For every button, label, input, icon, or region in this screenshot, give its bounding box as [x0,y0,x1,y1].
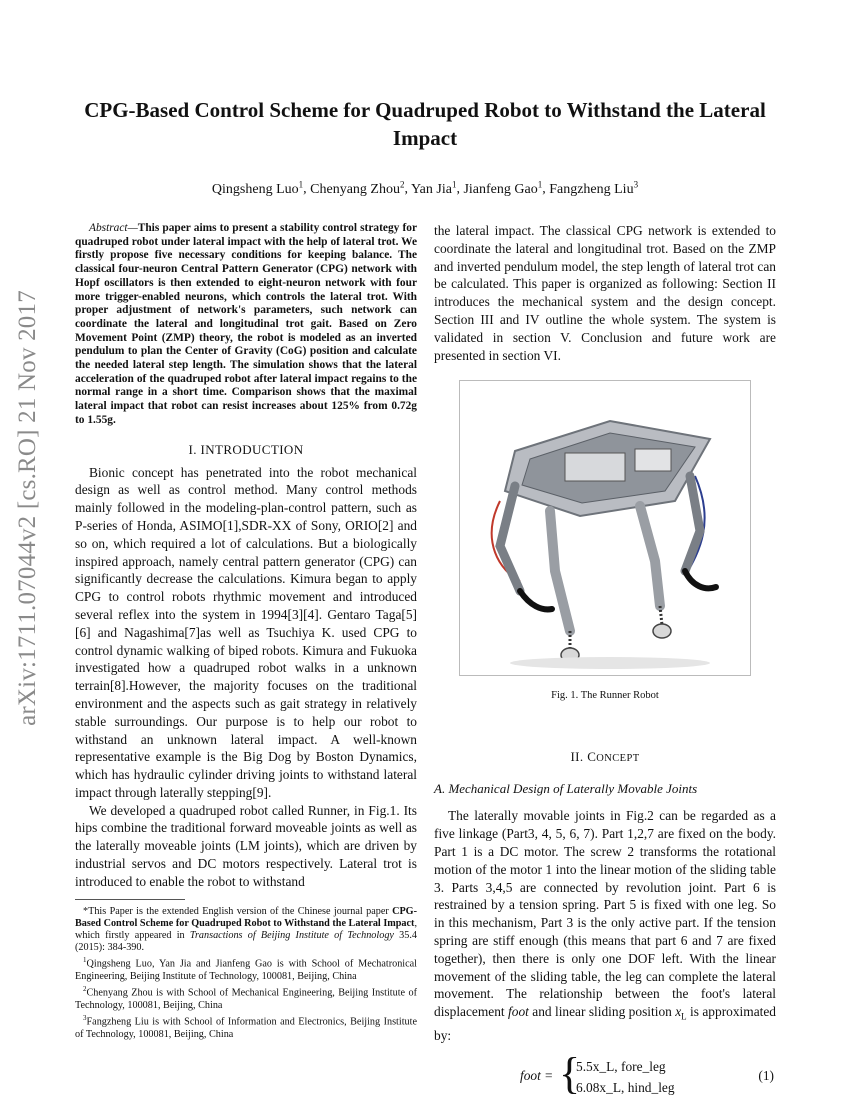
author: Jianfeng Gao$^1$ [463,179,543,197]
robot-servo [635,449,671,471]
footnote-affiliation-3: $^3$Fangzheng Liu is with School of Information and Electronics, Beijing Institute of Technology, 100081, Beijing, China [75,1014,417,1040]
author: Yan Jia$^1$ [410,179,457,197]
equation-brace: { [559,1049,581,1099]
abstract-text: This paper aims to present a stability control strategy for quadruped robot under lateral impact with the help of lateral trot. We firstly propose five necessary conditions for keeping balance. The classical four-neuron Central Pattern Generator (CPG) network with Hopf oscillators is then extended to eight-neuron network with four more trigger-enabled neurons, which controls the lateral trot. With proper adjustment of network's parameters, such network can coordinate the lateral and longitudinal trot gait. Based on Zero Movement Point (ZMP) theory, the robot is modeled as an inverted pendulum to plan the Center of Gravity (CoG) position and calculate the needed lateral step length. The simulation shows that the lateral acceleration of the quadruped robot after lateral impact regains to the normal range in a short time. Comparison shows that the maximal lateral impact that robot can resist increases about 125% from 0.72g to 1.55g. [75,222,417,426]
robot-motor-block [565,453,625,481]
intro-paragraph-3: the lateral impact. The classical CPG network is extended to coordinate the lateral and longitudinal trot. Based on the ZMP and inverted pendulum model, the step length of lateral trot can be calculated. This paper is organized as following: Section II introduces the mechanical system and the design concept. Section III and IV outline the whole system. The system is validated in section V. Conclusion and future work are presented in section VI. [434,223,776,363]
arxiv-id: arXiv:1711.07044v2 [cs.RO] 21 Nov 2017 [14,290,41,726]
abstract [75,222,417,428]
equation-lhs: foot = [520,1068,554,1084]
abstract-lead: Abstract— [89,222,138,234]
footnote-rule [75,899,185,900]
equation-case-fore: 5.5x_L, fore_leg [576,1059,666,1075]
paper-title: CPG-Based Control Scheme for Quadruped Robot to Withstand the Lateral Impact [84,98,766,150]
robot-foot [520,591,552,609]
right-column [434,222,776,1102]
left-column [75,222,417,1041]
intro-paragraph-2: We developed a quadruped robot called Runner, in Fig.1. Its hips combine the traditional forward moveable joints as well as the laterally moveable joints (LM joints), which are driven by industrial servos and DC motors respectively. Lateral trot is introduced to enable the robot to withstand [75,802,417,889]
arxiv-stamp [4,258,52,758]
robot-leg [640,506,660,606]
equation-number: (1) [758,1068,774,1084]
robot-foot [653,624,671,638]
figure-caption: Fig. 1. The Runner Robot [551,690,659,702]
robot-shadow [510,657,710,669]
footnote-affiliation-1: $^1$Qingsheng Luo, Yan Jia and Jianfeng Gao is with School of Mechatronical Engineering, Beijing Institute of Technology, 100081, Beijing, China [75,956,417,983]
concept-heading: II. CONCEPT [570,749,640,765]
figure-runner-robot [459,380,751,676]
robot-leg [550,511,570,631]
robot-photo [460,381,750,675]
author: Chenyang Zhou$^2$ [310,179,405,197]
footnote-affiliation-2: $^2$Chenyang Zhou is with School of Mechanical Engineering, Beijing Institute of Technology, 100081, Beijing, China [75,985,417,1011]
robot-foot [685,571,716,588]
concept-paragraph-1: The laterally movable joints in Fig.2 can be regarded as a five linkage (Part3, 4, 5, 6, 7). Part 1,2,7 are fixed on the body. Part 1 is a DC motor. The screw 2 transforms the rotational motion of the motor 1 into the linear motion of the sliding table 3. Parts 3,4,5 are connected by revolution joint. Part 6 is restrained by a tension spring. Part 5 is fixed with one leg. So in this mechanism, Part 3 is the only active part. If the tension spring are stiff enough (this means that part 6 and 7 are fixed together), then there is only one DOF left. With the linear movement of the sliding table, the leg can complete the lateral movement. The relationship between the foot's lateral displacement foot and linear sliding position $x_L$ is approximated by: [434,808,776,1043]
author-list: Qingsheng Luo$^1$, Chenyang Zhou$^2$, Yan Jia$^1$, Jianfeng Gao$^1$, Fangzheng Liu$^3$ [211,179,639,197]
author: Fangzheng Liu$^3$ [549,179,639,197]
robot-leg [500,486,520,591]
equation-1 [434,1049,776,1102]
robot-leg [685,476,700,571]
equation-case-hind: 6.08x_L, hind_leg [576,1080,675,1096]
footnote-journal: *This Paper is the extended English version of the Chinese journal paper CPG-Based Control Scheme for Quadruped Robot to Withstand the Lateral Impact, which firstly appeared in Transactions of Beijing Institute of Technology 35.4 (2015): 384-390. [75,905,417,954]
intro-heading: I. INTRODUCTION [188,441,304,457]
mechanical-design-subheading: A. Mechanical Design of Laterally Movable Joints [434,781,698,797]
author: Qingsheng Luo$^1$ [211,179,304,197]
equation-cases [576,1056,675,1098]
intro-paragraph-1: Bionic concept has penetrated into the robot mechanical design as well as control method. Many control methods mainly followed in the modeling-plan-control pattern, such as P-series of Honda, ASIMO[1],SDR-XX of Sony, ORIO[2] and so on, which required a lot of calculations. But a biologically inspired approach, namely central pattern generator (CPG) can significantly decrease the calculations. Kimura began to apply CPG to control robots rhythmic movement and introduced several reflex into the system in 1994[3][4]. Gentaro Taga[5][6] and Nagashima[7]as well as Tsuchiya K. used CPG to control dynamic walking of biped robots. Kimura and Fukuoka investigated how a quadruped robot walks in a unknown terrain[8].However, the majority focuses on the traditional environment and the aspects such as gait strategy in relatively stable surroundings. Our purpose is to help our robot to withstand an unknown lateral impact. A well-known representative example is the Big Dog by Boston Dynamics, which has hydraulic cylinder driving joints to withstand lateral impact through laterally stepping[9]. [75,464,417,800]
